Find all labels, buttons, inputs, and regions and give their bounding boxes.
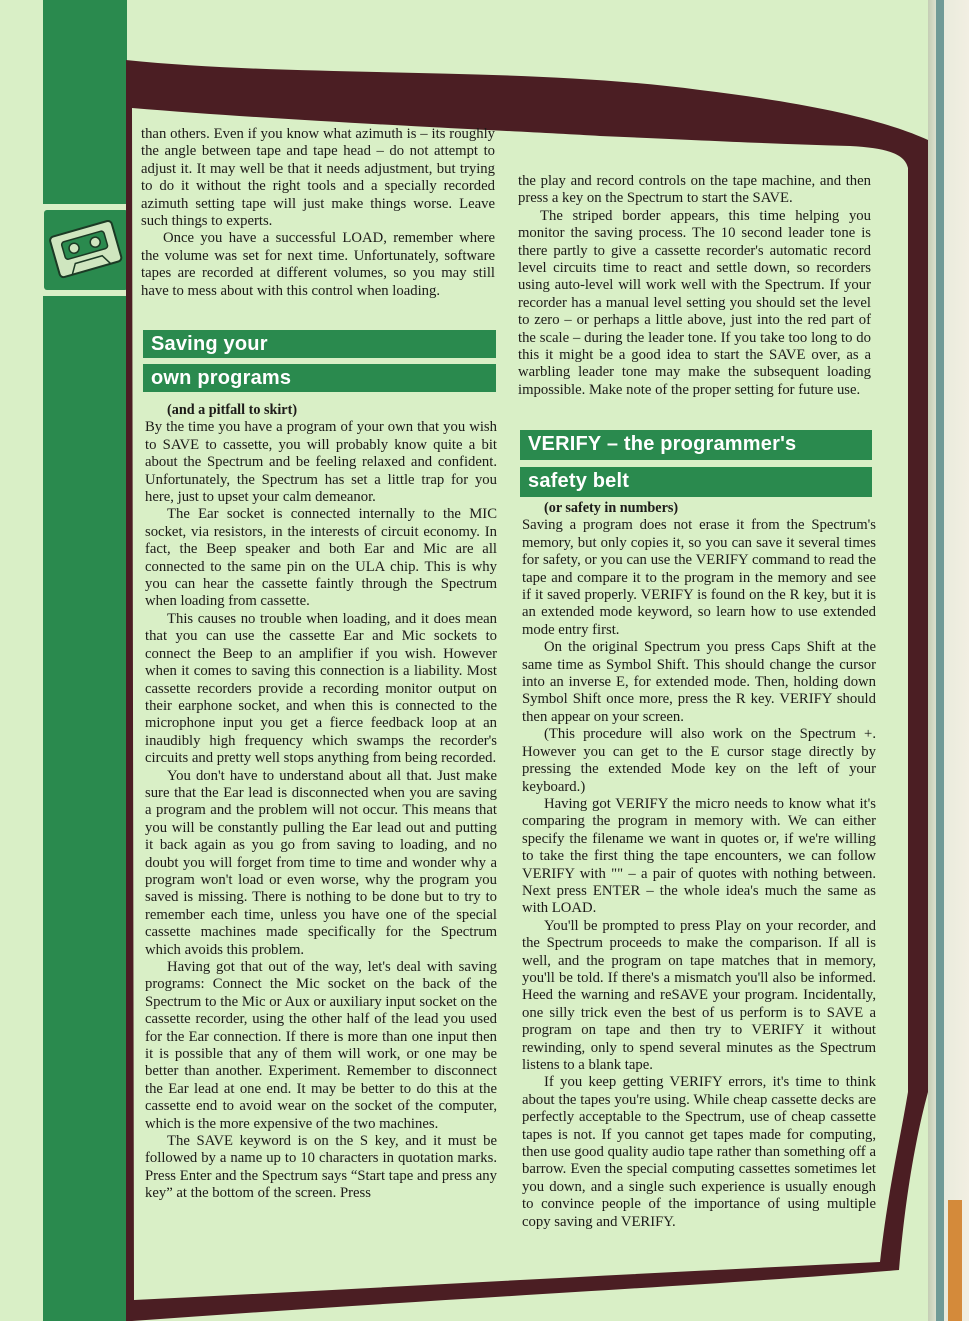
right-column-section <box>520 430 872 503</box>
left-column-section <box>143 330 496 398</box>
section-heading-verify-line2: safety belt <box>520 467 872 497</box>
left-column-body <box>145 402 497 1203</box>
body-paragraph: Saving a program does not erase it from the Spectrum's memory, but only copies it, so you can save it several times for safety, or you can use the VERIFY command to read the tape and compare it to the program in the memory and see if it saved properly. VERIFY is found on the R key, but it is an extended mode keyword, so learn how to use extended mode entry first. <box>522 517 876 638</box>
section-heading-verify: VERIFY – the programmer's <box>520 430 872 460</box>
section-heading-saving: Saving your <box>143 330 496 358</box>
body-paragraph: The SAVE keyword is on the S key, and it must be followed by a name up to 10 characters in quotation marks. Press Enter and the Spectrum says “Start tape and press any key” at the bottom of the screen. Press <box>145 1133 497 1202</box>
section-subheading: (and a pitfall to skirt) <box>167 402 298 418</box>
body-paragraph: (This procedure will also work on the Spectrum +. However you can get to the E cursor stage directly by pressing the extended Mode key on the left of your keyboard.) <box>522 726 876 795</box>
right-column <box>518 173 871 399</box>
section-heading-saving-line2: own programs <box>143 364 496 392</box>
body-paragraph: Having got that out of the way, let's deal with saving programs: Connect the Mic socket on the back of the Spectrum to the Mic or Aux or auxiliary input socket on the cassette recorder, using the other half of the lead you used for the Ear connection. If there is more than one input then it is possible that any of them will work, or one may be better than another. Experiment. Remember to disconnect the Ear lead at one end. It may be better to do this at the cassette end to avoid wear on the socket of the computer, which is the more expensive of the two machines. <box>145 959 497 1132</box>
body-paragraph: By the time you have a program of your own that you wish to SAVE to cassette, you will probably know quite a bit about the Spectrum and be feeling relaxed and confident. Unfortunately, the Spectrum has set a little trap for you here, just to upset your calm demeanor. <box>145 419 497 506</box>
body-paragraph: This causes no trouble when loading, and it does mean that you can use the cassette Ear and Mic sockets to connect the Beep to an amplifier if you wish. However when it comes to saving this connection is a liability. Most cassette recorders provide a recording monitor output on their earphone socket, and when this is connected to the microphone input you get a fierce feedback loop at an inaudibly high frequency which swamps the recorder's circuits and pretty well stops anything from being recorded. <box>145 610 497 767</box>
body-paragraph: The Ear socket is connected internally to the MIC socket, via resistors, in the interests of circuit economy. In fact, the Beep speaker and both Ear and Mic are all connected to the same pin on the ULA chip. This is why you can hear the cassette faintly through the Spectrum when loading from cassette. <box>145 506 497 610</box>
right-column-body <box>522 500 876 1231</box>
body-paragraph: On the original Spectrum you press Caps Shift at the same time as Symbol Shift. This should change the cursor into an inverse E, for extended mode. Then, holding down Symbol Shift once more, press the R key. VERIFY should then appear on your screen. <box>522 639 876 725</box>
body-paragraph: the play and record controls on the tape machine, and then press a key on the Spectrum to start the SAVE. <box>518 173 871 207</box>
section-subheading: (or safety in numbers) <box>544 500 679 516</box>
body-paragraph: The striped border appears, this time helping you monitor the saving process. The 10 second leader tone is there partly to give a cassette recorder's automatic record level circuits time to react and settle down, so recorders using auto-level will work well with the Spectrum. If your recorder has a manual level setting you should set the level to zero – or perhaps a little above, just into the red part of the scale – during the leader tone. If you take too long to do this it might be a good idea to start the SAVE over, as a warbling leader tone may make the subsequent loading impossible. Make note of the proper setting for future use. <box>518 207 871 398</box>
body-paragraph: than others. Even if you know what azimuth is – its roughly the angle between tape and tape head – do not attempt to adjust it. It may well be that it needs adjustment, but trying to do it without the right tools and a specially recorded azimuth setting tape will just make things worse. Leave such things to experts. <box>141 126 495 230</box>
body-paragraph: You'll be prompted to press Play on your recorder, and the Spectrum proceeds to make the comparison. If all is well, and the program on tape matches that in memory, you'll be told. If there's a mismatch you'll also be informed. Heed the warning and reSAVE your program. Incidentally, one silly trick even the best of us perform is to SAVE a program on tape and then try to VERIFY it without rewinding, only to spend several minutes as the Spectrum listens to a blank tape. <box>522 917 876 1073</box>
body-paragraph: Once you have a successful LOAD, remember where the volume was set for next time. Unfortunately, software tapes are recorded at different volumes, so you may still have to mess about with this control when loading. <box>141 230 495 299</box>
body-paragraph: Having got VERIFY the micro needs to know what it's comparing the program in memory with. We can either specify the filename we want in quotes or, if we're willing to take the first thing the tape encounters, we can follow VERIFY with "" – a pair of quotes with nothing between. Next press ENTER – the whole idea's much the same as with LOAD. <box>522 795 876 917</box>
body-paragraph: You don't have to understand about all that. Just make sure that the Ear lead is disconnected when you are saving a program and the problem will not occur. This means that you will be constantly pulling the Ear lead out and putting it back again as you go from saving to loading, and no doubt you will forget from time to time and wonder why a program won't load or even worse, why the program you saved is missing. There is nothing to be done but to try to remember each time, unless you have one of the special cassette machines made specifically for the Spectrum which avoids this problem. <box>145 767 497 958</box>
body-paragraph: If you keep getting VERIFY errors, it's time to think about the tapes you're using. While cheap cassette decks are perfectly acceptable to the Spectrum, use of cheap cassette tapes is not. If you cannot get tapes made for computing, then use good quality audio tape rather than something off a barrow. Even the special computing cassettes sometimes let you down, and a single such experience is usually enough to convince people of the importance of using multiple copy saving and VERIFY. <box>522 1074 876 1230</box>
left-column <box>141 126 495 300</box>
